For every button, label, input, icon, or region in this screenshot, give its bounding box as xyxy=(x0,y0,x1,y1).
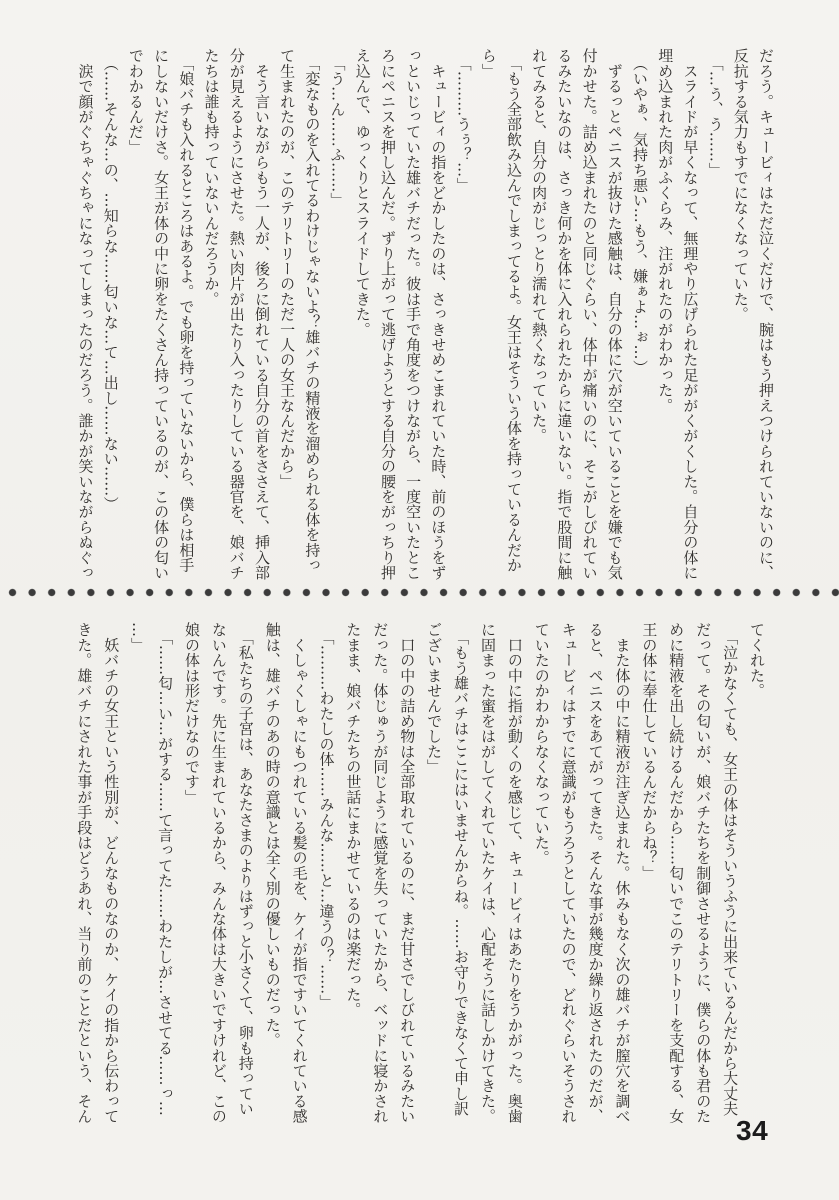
text-column: に固まった蜜をはがしてくれていたケイは、心配そうに話しかけてきた。 xyxy=(478,622,497,1124)
text-column: るみたいなのは、さっき何かを体に入れられたからに違いない。指で股間に触 xyxy=(555,48,574,580)
text-column: 王の体に奉仕しているんだからね？」 xyxy=(640,622,659,881)
text-column: スライドが早くなって、無理やり広げられた足ががくがくした。自分の体に xyxy=(681,48,700,580)
dotted-separator-line xyxy=(8,588,839,597)
text-column: 分が見えるようにさせた。熱い肉片が出たり入ったりしている器官を、娘バチ xyxy=(227,48,246,580)
bottom-text-block xyxy=(70,622,770,1142)
text-column: でわかるんだ」 xyxy=(126,48,145,155)
text-column: 「………わたしの体……みんな……と…違うの？……」 xyxy=(317,622,336,1010)
text-column: て生まれたのが、このテリトリーのただ一人の女王なんだから」 xyxy=(278,48,297,489)
text-column: 娘の体は形だけなのです」 xyxy=(182,622,201,805)
text-column: …」 xyxy=(129,622,148,653)
text-column: 触は、雄バチのあの時の意識とは全く別の優しいものだった。 xyxy=(263,622,282,1048)
text-column: 「私たちの子宮は、あなたさまのよりはずっと小さくて、卵も持ってい xyxy=(236,622,255,1117)
text-column: 埋め込まれた肉がふくらみ、注がれたのがわかった。 xyxy=(656,48,675,413)
text-column: （いやぁ、気持ち悪い…もう、嫌ぁよ…ぉ…） xyxy=(630,48,649,375)
text-column: 「もう雄バチはここにはいませんからね。……お守りできなくて申し訳 xyxy=(452,622,471,1117)
text-column: 「う…ん……ふ……」 xyxy=(328,48,347,208)
text-column: キュービィの指をどかしたのは、さっきせめこまれていた時、前のほうをず xyxy=(429,48,448,580)
text-column: 「……匂…い…がする……て言ってた……わたしが…させてる……っ… xyxy=(156,622,175,1117)
page-number: 34 xyxy=(736,1115,769,1146)
text-column: たちは誰も持っていないんだろうか。 xyxy=(202,48,221,307)
text-column: 「………うぅ？…」 xyxy=(454,48,473,193)
text-column: たまま、娘バチたちの世話にまかせているのは楽だった。 xyxy=(344,622,363,1018)
text-column: 付かせた。詰め込まれたのと同じぐらい、体中が痛いのに、そこがしびれてい xyxy=(580,48,599,580)
text-column: 反抗する気力もすでになくなっていた。 xyxy=(731,48,750,322)
text-column: 口の中の詰め物は全部取れているのに、まだ甘さでしびれているみたい xyxy=(398,622,417,1124)
text-column: 「娘バチも入れるところはあるよ。でも卵を持っていないから、僕らは相手 xyxy=(177,48,196,573)
text-column: だろう。キュービィはただ泣くだけで、腕はもう押えつけられていないのに、 xyxy=(757,48,775,580)
text-column: くしゃくしゃにもつれている髪の毛を、ケイが指ですいてくれている感 xyxy=(290,622,309,1124)
text-column: 「…う、う……」 xyxy=(706,48,725,178)
text-column: てくれた。 xyxy=(748,622,766,698)
text-column: にしないだけさ。女王が体の中に卵をたくさん持っているのが、この体の匂い xyxy=(152,48,171,580)
text-column: 「もう全部飲み込んでしまってるよ。女王はそういう体を持っているんだか xyxy=(504,48,523,573)
text-column: え込んで、ゆっくりとスライドしてきた。 xyxy=(353,48,372,337)
text-column: きた。雄バチにされた事が手段はどうあれ、当り前のことだという、そん xyxy=(75,622,94,1124)
text-column: 「泣かなくても、女王の体はそういうふうに出来ているんだから大丈夫 xyxy=(721,622,740,1117)
text-column: ずるっとペニスが抜けた感触は、自分の体に穴が空いていることを嫌でも気 xyxy=(605,48,624,580)
text-column: そう言いながらもう一人が、後ろに倒れている自分の首をささえて、挿入部 xyxy=(252,48,271,580)
text-column: 妖バチの女王という性別が、どんなものなのか、ケイの指から伝わって xyxy=(102,622,121,1124)
top-text-block xyxy=(72,48,778,588)
text-column: めに精液を出し続けるんだから……匂いでこのテリトリーを支配する、女 xyxy=(667,622,686,1124)
text-column: 「変なものを入れてるわけじゃないよ？雄バチの精液を溜められる体を持っ xyxy=(303,48,322,573)
text-column: ると、ペニスをあてがってきた。そんな事が幾度か繰り返されたのだが、 xyxy=(586,622,605,1124)
text-column: 口の中に指が動くのを感じて、キュービィはあたりをうかがった。奥歯 xyxy=(505,622,524,1124)
text-column: だって。その匂いが、娘バチたちを制御させるように、僕らの体も君のた xyxy=(694,622,713,1124)
text-column: ろにペニスを押し込んだ。ずり上がって逃げようとする自分の腰をがっちり押 xyxy=(378,48,397,580)
text-column: 涙で顔がぐちゃぐちゃになってしまったのだろう。誰かが笑いながらぬぐっ xyxy=(76,48,95,580)
text-column: っといじっていた雄バチだった。彼は手で角度をつけながら、一度空いたとこ xyxy=(404,48,423,580)
text-column: ていたのかわからなくなっていた。 xyxy=(532,622,551,866)
text-column: だった。体じゅうが同じように感覚を失っていたから、ベッドに寝かされ xyxy=(371,622,390,1124)
text-column: れてみると、自分の肉がじっとり濡れて熱くなっていた。 xyxy=(530,48,549,444)
text-column: キュービィはすでに意識がもうろうとしていたので、どれぐらいそうされ xyxy=(559,622,578,1124)
text-column: ないんです。先に生まれているから、みんな体は大きいですけれど、この xyxy=(209,622,228,1124)
text-column: （……そんな…の、…知らな……匂いな…て…出し……ない……） xyxy=(101,48,120,512)
text-column: ございませんでした」 xyxy=(425,622,444,774)
text-column: ら」 xyxy=(479,48,498,79)
text-column: また体の中に精液が注ぎ込まれた。休みもなく次の雄バチが膣穴を調べ xyxy=(613,622,632,1124)
